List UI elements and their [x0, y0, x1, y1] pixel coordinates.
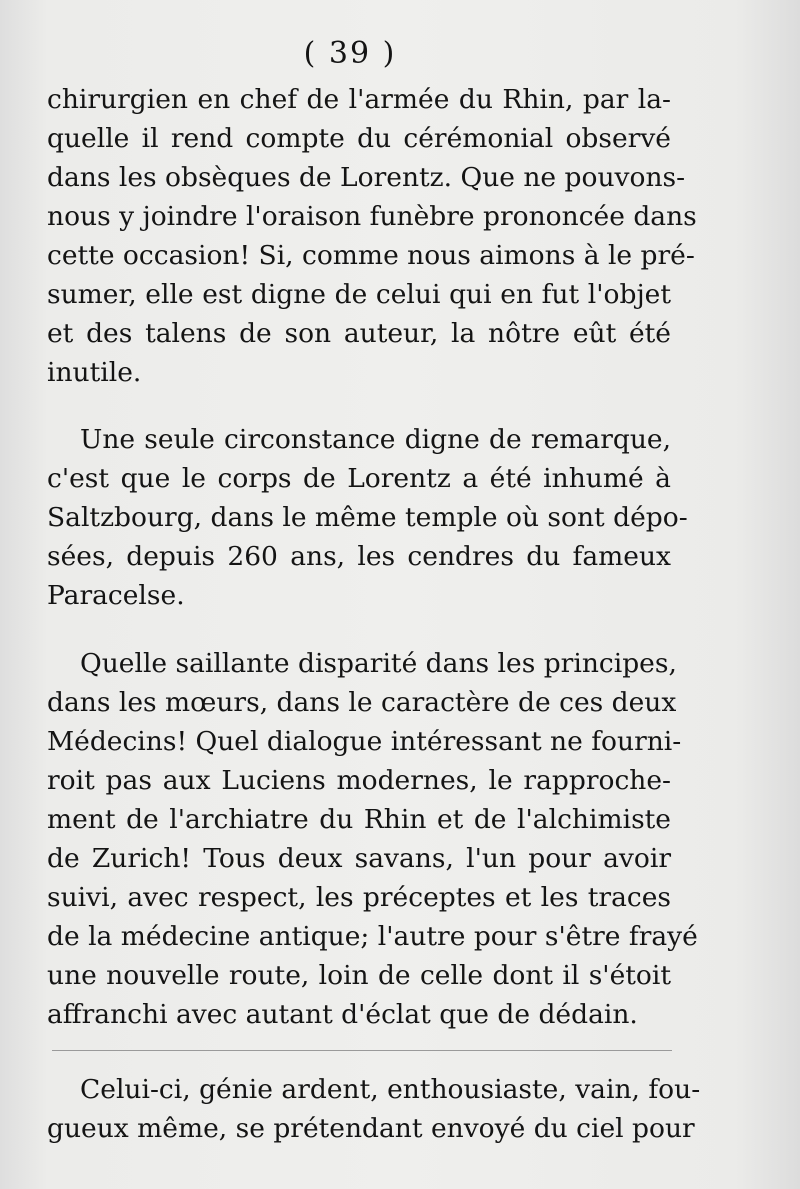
- text-line: affranchi avec autant d'éclat que de dédain.: [47, 999, 638, 1030]
- paragraph-3: [47, 644, 698, 1034]
- text-line: Quelle saillante disparité dans les principes,: [80, 648, 677, 679]
- text-line: dans les obsèques de Lorentz. Que ne pouvons-: [47, 162, 686, 193]
- text-line: roit pas aux Luciens modernes, le rapproche-: [47, 765, 671, 796]
- text-line: de la médecine antique; l'autre pour s'être frayé: [47, 921, 698, 952]
- text-line: Médecins! Quel dialogue intéressant ne fourni-: [47, 726, 682, 757]
- paragraph-2: [47, 420, 688, 615]
- divider-rule: [52, 1050, 672, 1051]
- text-line: gueux même, se prétendant envoyé du ciel pour: [47, 1113, 695, 1144]
- text-line: inutile.: [47, 357, 142, 388]
- text-line: Celui-ci, génie ardent, enthousiaste, vain, fou-: [80, 1074, 701, 1105]
- text-line: ment de l'archiatre du Rhin et de l'alchimiste: [47, 804, 671, 835]
- text-line: sées, depuis 260 ans, les cendres du fameux: [47, 541, 671, 572]
- text-line: nous y joindre l'oraison funèbre prononcée dans: [47, 201, 697, 232]
- text-line: Une seule circonstance digne de remarque,: [80, 424, 671, 455]
- paragraph-1: [47, 80, 697, 392]
- text-line: quelle il rend compte du cérémonial observé: [47, 123, 671, 154]
- text-line: de Zurich! Tous deux savans, l'un pour avoir: [47, 843, 671, 874]
- text-line: suivi, avec respect, les préceptes et les traces: [47, 882, 671, 913]
- text-line: et des talens de son auteur, la nôtre eût été: [47, 318, 671, 349]
- text-line: sumer, elle est digne de celui qui en fut l'objet: [47, 279, 671, 310]
- text-line: une nouvelle route, loin de celle dont il s'étoit: [47, 960, 671, 991]
- text-line: Paracelse.: [47, 580, 185, 611]
- text-line: chirurgien en chef de l'armée du Rhin, par la-: [47, 84, 671, 115]
- text-line: c'est que le corps de Lorentz a été inhumé à: [47, 463, 671, 494]
- text-line: Saltzbourg, dans le même temple où sont dépo-: [47, 502, 688, 533]
- page-number: ( 39 ): [303, 36, 397, 71]
- text-line: dans les mœurs, dans le caractère de ces deux: [47, 687, 677, 718]
- text-line: cette occasion! Si, comme nous aimons à le pré-: [47, 240, 695, 271]
- paragraph-4: [47, 1070, 701, 1148]
